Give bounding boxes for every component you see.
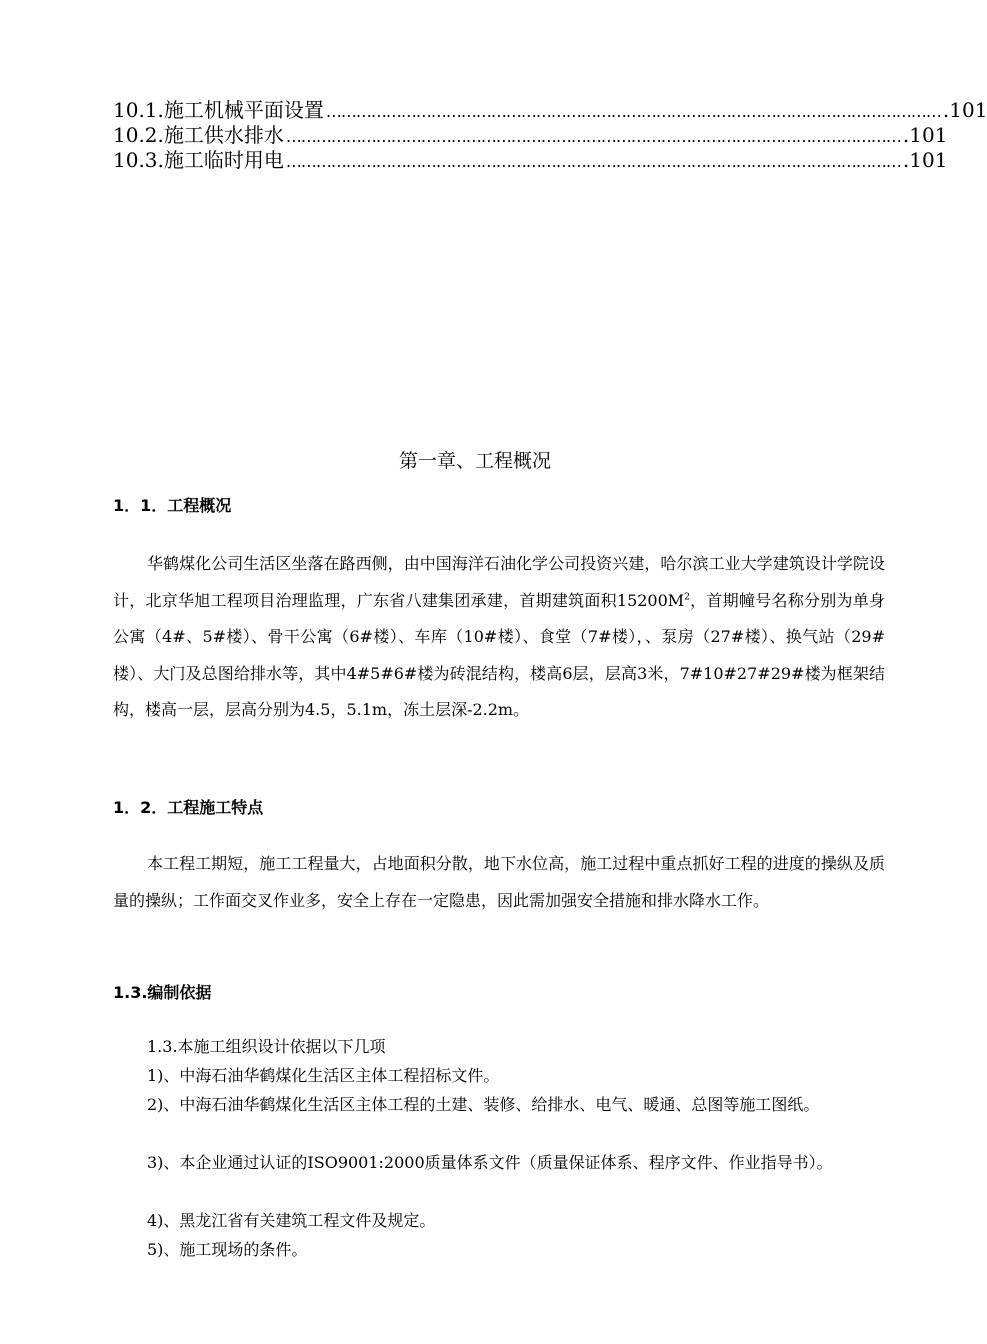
list-item: 1)、中海石油华鹤煤化生活区主体工程招标文件。	[147, 1066, 500, 1085]
list-item: 4)、黑龙江省有关建筑工程文件及规定。	[147, 1211, 436, 1230]
list-item: 3)、本企业通过认证的ISO9001:2000质量体系文件（质量保证体系、程序文件、作业指导书）。	[147, 1153, 833, 1172]
chapter-title: 第一章、工程概况	[398, 450, 551, 472]
toc-entry[interactable]	[113, 123, 948, 148]
toc-page-number: .101	[902, 148, 948, 172]
section-heading: 1.3.编制依据	[113, 983, 212, 1002]
toc-leader-dots: ……………………………………………………………………………………………………………	[285, 127, 901, 146]
superscript: 2	[684, 592, 690, 603]
paragraph-text: ，首期幢号名称分别为单身公寓（4#、5#楼）、骨干公寓（6#楼）、车库（10#楼）、食堂（7#楼），、泵房（27#楼）、换气站（29#楼）、大门及总图给排水等，其中4#5#6#楼为砖混结构，楼高6层，层高3米，7#10#27#29#楼为框架结构，楼高一层，层高分别为4.5，5.1m，冻土层深-2.2m。	[113, 590, 885, 719]
section-heading: 1．2．工程施工特点	[113, 798, 264, 817]
list-item: 5)、施工现场的条件。	[147, 1240, 308, 1259]
toc-entry-title: 10.3.施工临时用电	[113, 148, 284, 172]
body-paragraph: 本工程工期短，施工工程量大，占地面积分散，地下水位高，施工过程中重点抓好工程的进度的操纵及质量的操纵；工作面交叉作业多，安全上存在一定隐患，因此需加强安全措施和排水降水工作。	[113, 854, 885, 910]
toc-leader-dots: ……………………………………………………………………………………………………………	[325, 102, 941, 121]
toc-entry[interactable]	[113, 98, 987, 123]
toc-entry-title: 10.2.施工供水排水	[113, 123, 284, 147]
list-item: 1.3.本施工组织设计依据以下几项	[147, 1037, 386, 1056]
toc-page-number: .101	[902, 123, 948, 147]
list-item: 2)、中海石油华鹤煤化生活区主体工程的土建、装修、给排水、电气、暖通、总图等施工图纸。	[147, 1095, 820, 1114]
body-paragraph	[113, 546, 885, 729]
section-heading: 1．1．工程概况	[113, 496, 232, 515]
paragraph-text: 华鹤煤化公司生活区坐落在路西侧，由中国海洋石油化学公司投资兴建，哈尔滨工业大学建筑设计学院设计，北京华旭工程项目治理监理，广东省八建集团承建，首期建筑面积15200M	[113, 554, 885, 610]
toc-leader-dots: ……………………………………………………………………………………………………………	[285, 152, 901, 171]
table-of-contents	[113, 98, 987, 173]
toc-page-number: .101	[942, 98, 987, 122]
toc-entry-title: 10.1.施工机械平面设置	[113, 98, 324, 122]
toc-entry[interactable]	[113, 148, 948, 173]
